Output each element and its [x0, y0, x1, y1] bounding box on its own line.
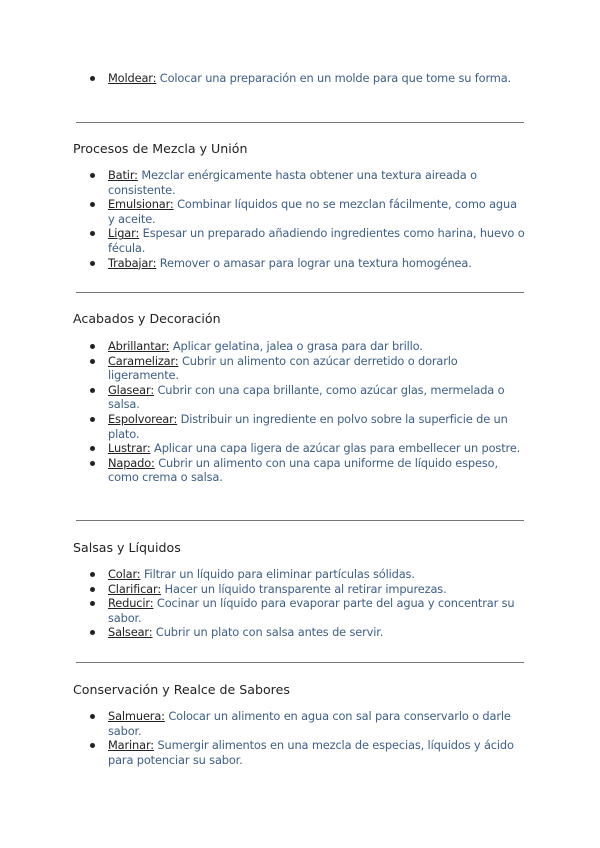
list-item	[108, 412, 526, 441]
definition: Aplicar gelatina, jalea o grasa para dar brillo.	[172, 339, 423, 353]
list-item	[108, 709, 526, 738]
list-item	[108, 197, 526, 226]
definition: Filtrar un líquido para eliminar partículas sólidas.	[143, 567, 415, 581]
list-item	[108, 383, 526, 412]
definition: Sumergir alimentos en una mezcla de especias, líquidos y ácido para potenciar su sabor.	[108, 738, 514, 767]
term-list	[0, 709, 600, 767]
divider	[76, 520, 524, 521]
term: Glasear:	[108, 382, 155, 397]
term: Caramelizar:	[108, 353, 179, 368]
term-list	[0, 71, 600, 86]
definition: Cubrir con una capa brillante, como azúcar glas, mermelada o salsa.	[108, 382, 505, 412]
term: Batir:	[108, 168, 138, 182]
list-item	[108, 625, 526, 640]
term-list	[0, 168, 600, 270]
list-block	[0, 567, 600, 640]
term: Marinar:	[108, 738, 154, 753]
list-block	[0, 71, 600, 86]
definition: Cubrir un alimento con azúcar derretido o dorarlo ligeramente.	[108, 353, 458, 383]
definition: Colocar una preparación en un molde para que tome su forma.	[159, 71, 512, 85]
term-list	[0, 567, 600, 640]
list-item	[108, 339, 526, 354]
definition: Espesar un preparado añadiendo ingredientes como harina, huevo o fécula.	[108, 226, 525, 255]
term: Moldear:	[108, 71, 157, 85]
definition: Aplicar una capa ligera de azúcar glas para embellecer un postre.	[154, 441, 521, 456]
list-item	[108, 226, 526, 255]
term: Clarificar:	[108, 581, 162, 596]
definition: Distribuir un ingrediente en polvo sobre la superficie de un plato.	[108, 411, 508, 441]
definition: Mezclar enérgicamente hasta obtener una textura aireada o consistente.	[108, 168, 477, 197]
term: Salmuera:	[108, 709, 165, 723]
list-block	[0, 709, 600, 767]
divider	[76, 662, 524, 663]
definition: Hacer un líquido transparente al retirar impurezas.	[164, 581, 447, 596]
section-heading: Procesos de Mezcla y Unión	[73, 141, 248, 156]
term: Reducir:	[108, 596, 154, 611]
term-list	[0, 339, 600, 485]
definition: Cubrir un plato con salsa antes de servir.	[155, 625, 384, 640]
definition: Combinar líquidos que no se mezclan fácilmente, como agua y aceite.	[108, 197, 517, 226]
list-item	[108, 71, 526, 86]
term: Salsear:	[108, 625, 153, 640]
list-block	[0, 339, 600, 485]
list-item	[108, 567, 526, 582]
list-item	[108, 456, 526, 485]
term: Colar:	[108, 567, 141, 581]
list-item	[108, 596, 526, 625]
list-item	[108, 441, 526, 456]
divider	[76, 122, 524, 123]
term: Napado:	[108, 455, 155, 470]
section-heading: Acabados y Decoración	[73, 311, 221, 326]
section-heading: Conservación y Realce de Sabores	[73, 682, 290, 697]
list-item	[108, 354, 526, 383]
definition: Cocinar un líquido para evaporar parte del agua y concentrar su sabor.	[108, 596, 515, 625]
divider	[76, 292, 524, 293]
term: Trabajar:	[108, 255, 157, 270]
term: Ligar:	[108, 226, 140, 241]
definition: Cubrir un alimento con una capa uniforme de líquido espeso, como crema o salsa.	[108, 455, 498, 485]
term: Lustrar:	[108, 441, 151, 456]
list-item	[108, 582, 526, 597]
term: Abrillantar:	[108, 339, 170, 353]
definition: Remover o amasar para lograr una textura homogénea.	[159, 255, 472, 270]
list-item	[108, 168, 526, 197]
section-heading: Salsas y Líquidos	[73, 540, 181, 555]
list-item	[108, 256, 526, 271]
list-item	[108, 738, 526, 767]
list-block	[0, 168, 600, 270]
term: Emulsionar:	[108, 197, 174, 212]
term: Espolvorear:	[108, 411, 178, 426]
definition: Colocar un alimento en agua con sal para conservarlo o darle sabor.	[108, 709, 511, 738]
